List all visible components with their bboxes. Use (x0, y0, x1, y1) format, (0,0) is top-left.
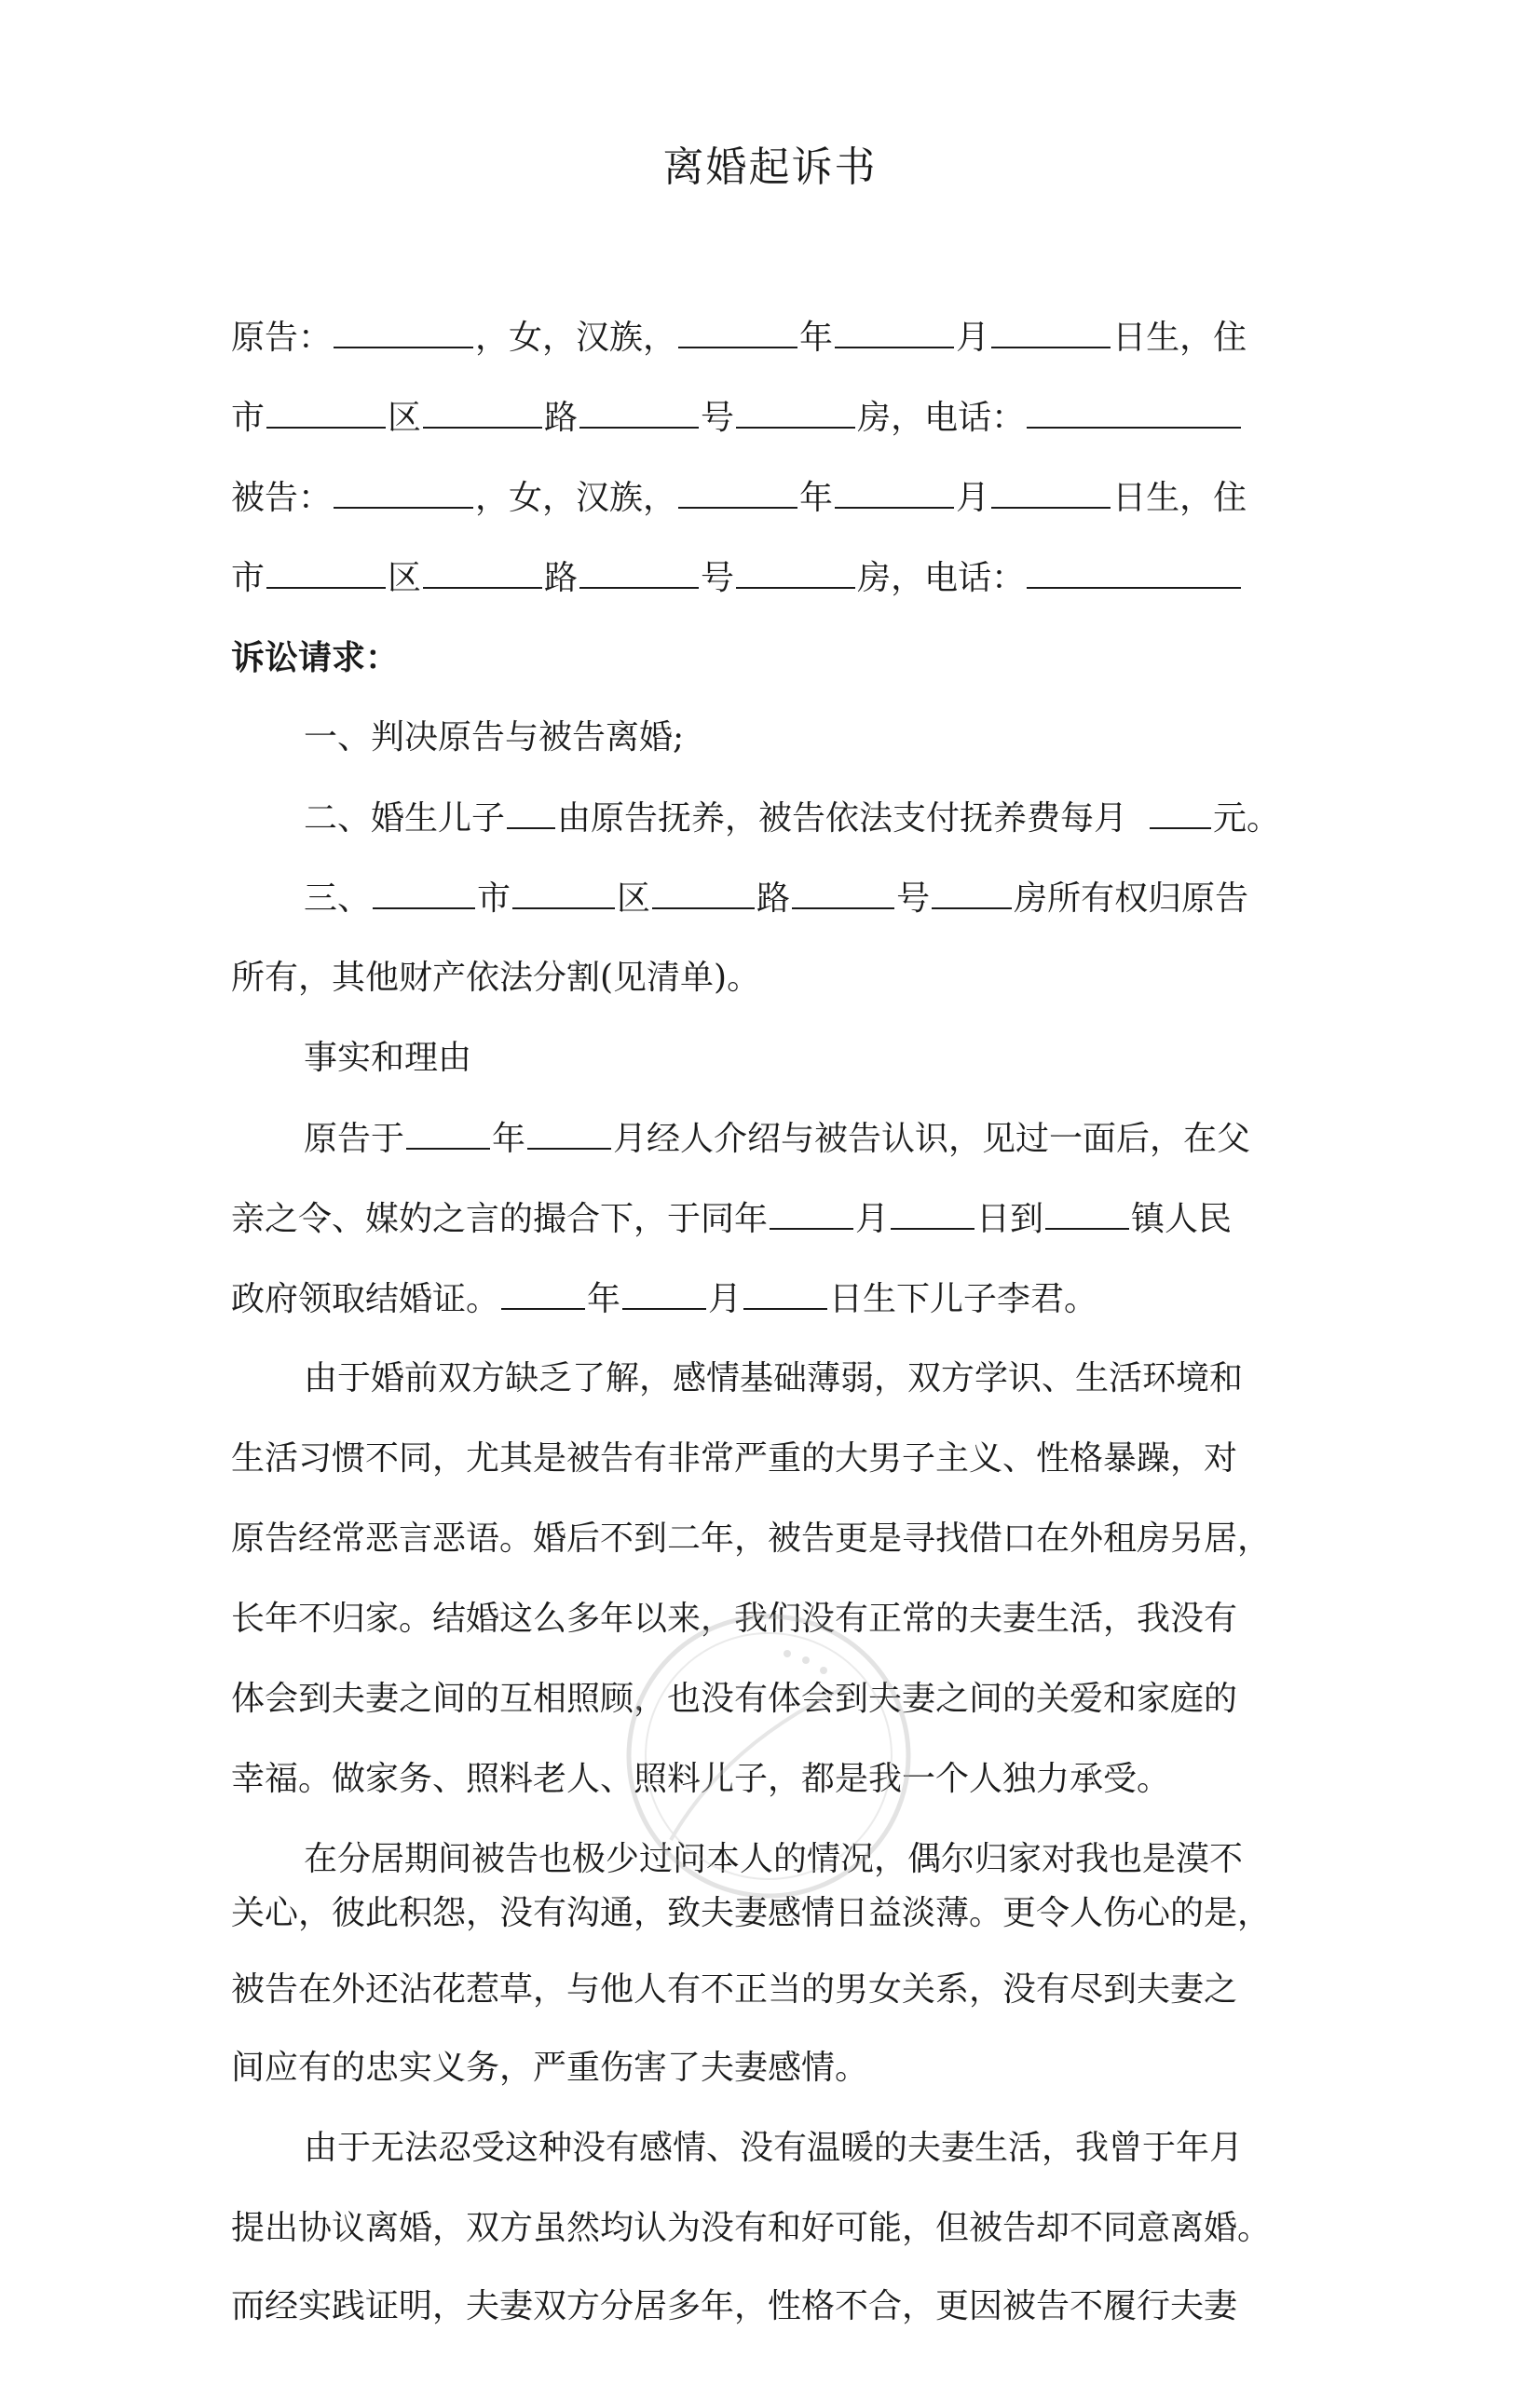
plaintiff-line-1 (231, 309, 1293, 365)
plaintiff-gender: ，女，汉族， (475, 319, 677, 357)
claim-2-text: 由原告抚养，被告依法支付抚养费每月 (557, 799, 1128, 838)
facts-para-4-line-1: 由于无法忍受这种没有感情、没有温暖的夫妻生活，我曾于年月 (304, 2129, 1244, 2167)
blank-field (334, 470, 473, 509)
text: 原告于 (304, 1120, 405, 1158)
claim-3-text: 房所有权归原告 (1014, 879, 1249, 918)
blank-field (579, 550, 699, 589)
text: 镇人民 (1131, 1200, 1233, 1238)
facts-para-2-line-2: 生活习惯不同，尤其是被告有非常严重的大男子主义、性格暴躁，对 (231, 1439, 1238, 1478)
blank-field (770, 1191, 853, 1230)
claim-2-text: 二、婚生儿子 (304, 799, 506, 838)
blank-field (1027, 550, 1241, 589)
blank-field (622, 1271, 706, 1310)
defendant-label: 被告： (231, 479, 333, 517)
district-label: 区 (388, 559, 422, 597)
claim-3-continued: 所有，其他财产依法分割(见清单)。 (231, 959, 761, 997)
city-label: 市 (477, 879, 511, 918)
blank-field (835, 309, 954, 348)
blank-field (991, 470, 1111, 509)
claim-3-text: 三、 (304, 879, 372, 918)
facts-para-3-line-3: 被告在外还沾花惹草，与他人有不正当的男女关系，没有尽到夫妻之 (231, 1970, 1238, 2009)
text: 亲之令、媒妁之言的撮合下，于同年 (231, 1200, 769, 1238)
blank-field (736, 389, 855, 429)
blank-field (579, 389, 699, 429)
defendant-gender: ，女，汉族， (475, 479, 677, 517)
claim-1: 一、判决原告与被告离婚; (304, 718, 685, 756)
month-label: 月 (855, 1200, 890, 1238)
facts-para-4-line-2: 提出协议离婚，双方虽然均认为没有和好可能，但被告却不同意离婚。 (231, 2209, 1272, 2247)
number-label: 号 (701, 559, 735, 597)
blank-field (423, 389, 542, 429)
number-label: 号 (896, 879, 931, 918)
facts-heading: 事实和理由 (304, 1039, 472, 1077)
facts-para-3-line-1: 在分居期间被告也极少过问本人的情况，偶尔归家对我也是漠不 (304, 1840, 1244, 1878)
facts-para-1-line-3 (231, 1271, 1293, 1327)
number-label: 号 (701, 399, 735, 437)
defendant-line-1 (231, 470, 1293, 525)
stamp-seal-icon (615, 1602, 922, 1910)
city-label: 市 (231, 399, 266, 437)
facts-para-2-line-5: 体会到夫妻之间的互相照顾，也没有体会到夫妻之间的关爱和家庭的 (231, 1680, 1238, 1718)
blank-field (266, 550, 386, 589)
blank-field (1045, 1191, 1129, 1230)
birth-label: 日生，住 (1112, 479, 1247, 517)
claims-heading: 诉讼请求： (231, 638, 400, 677)
facts-para-4-line-3: 而经实践证明，夫妻双方分居多年，性格不合，更因被告不履行夫妻 (231, 2287, 1238, 2325)
blank-field (507, 790, 555, 829)
month-label: 月 (708, 1280, 743, 1318)
facts-para-2-line-1: 由于婚前双方缺乏了解，感情基础薄弱，双方学识、生活环境和 (304, 1359, 1244, 1397)
month-label: 月 (956, 479, 990, 517)
blank-field (501, 1271, 585, 1310)
road-label: 路 (756, 879, 791, 918)
blank-field (932, 870, 1012, 909)
text: 政府领取结婚证。 (231, 1280, 500, 1318)
text: 月经人介绍与被告认识，见过一面后，在父 (613, 1120, 1251, 1158)
day-label: 日到 (976, 1200, 1044, 1238)
blank-field (1027, 389, 1241, 429)
birth-label: 日生，住 (1112, 319, 1247, 357)
facts-para-2-line-3: 原告经常恶言恶语。婚后不到二年，被告更是寻找借口在外租房另居， (231, 1520, 1272, 1558)
blank-field (736, 550, 855, 589)
defendant-line-2 (231, 550, 1293, 606)
road-label: 路 (544, 399, 579, 437)
blank-field (266, 389, 386, 429)
blank-field (373, 870, 475, 909)
facts-para-3-line-4: 间应有的忠实义务，严重伤害了夫妻感情。 (231, 2049, 869, 2087)
facts-para-3-line-2: 关心，彼此积怨，没有沟通，致夫妻感情日益淡薄。更令人伤心的是， (231, 1894, 1272, 1932)
year-label: 年 (799, 479, 834, 517)
blank-field (891, 1191, 974, 1230)
year-label: 年 (587, 1280, 621, 1318)
facts-para-1-line-1 (304, 1111, 1293, 1166)
facts-para-2-line-4: 长年不归家。结婚这么多年以来，我们没有正常的夫妻生活，我没有 (231, 1600, 1238, 1638)
blank-field (792, 870, 894, 909)
facts-para-1-line-2 (231, 1191, 1293, 1247)
claim-2-text: 元。 (1213, 799, 1281, 838)
month-label: 月 (956, 319, 990, 357)
city-label: 市 (231, 559, 266, 597)
road-label: 路 (544, 559, 579, 597)
year-label: 年 (492, 1120, 526, 1158)
blank-field (1150, 790, 1211, 829)
blank-field (991, 309, 1111, 348)
plaintiff-label: 原告： (231, 319, 333, 357)
text: 日生下儿子李君。 (829, 1280, 1098, 1318)
year-label: 年 (799, 319, 834, 357)
blank-field (835, 470, 954, 509)
document-title: 离婚起诉书 (662, 143, 878, 191)
blank-field (406, 1111, 490, 1150)
district-label: 区 (617, 879, 651, 918)
blank-field (678, 470, 797, 509)
facts-para-2-line-6: 幸福。做家务、照料老人、照料儿子，都是我一个人独力承受。 (231, 1760, 1171, 1798)
blank-field (512, 870, 615, 909)
blank-field (423, 550, 542, 589)
plaintiff-line-2 (231, 389, 1293, 445)
claim-3 (304, 870, 1293, 926)
blank-field (527, 1111, 611, 1150)
blank-field (743, 1271, 827, 1310)
claim-2 (304, 790, 1293, 846)
district-label: 区 (388, 399, 422, 437)
phone-label: 房，电话： (857, 399, 1026, 437)
blank-field (334, 309, 473, 348)
blank-field (678, 309, 797, 348)
phone-label: 房，电话： (857, 559, 1026, 597)
blank-field (652, 870, 755, 909)
